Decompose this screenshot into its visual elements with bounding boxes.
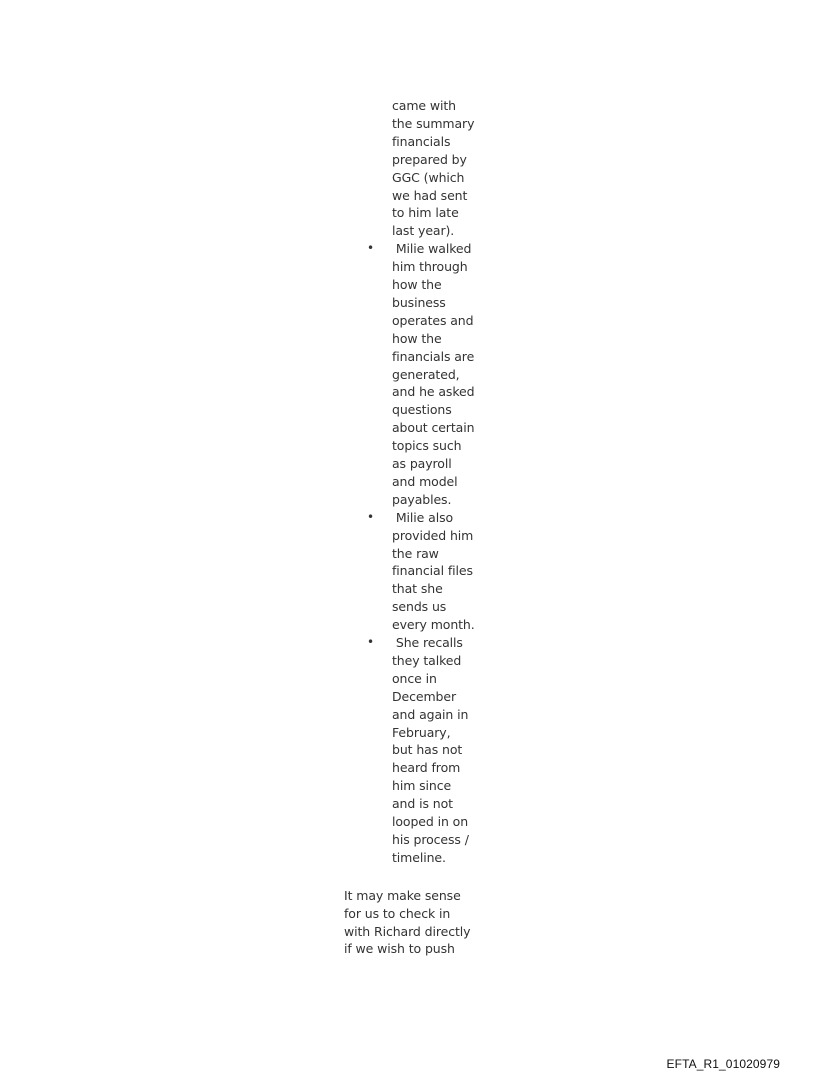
bullet-marker: • <box>367 241 375 256</box>
paragraph-line: if we wish to push <box>344 941 455 957</box>
list-item-line: but has not <box>392 742 463 758</box>
bullet-marker: • <box>367 635 375 649</box>
list-item-line: business <box>392 294 446 310</box>
list-item-line: his process / <box>392 831 469 847</box>
list-item-line: Milie walked <box>392 241 472 257</box>
list-item-line: we had sent <box>392 187 468 203</box>
list-item-line: they talked <box>392 652 462 668</box>
list-item-line: December <box>392 688 457 704</box>
list-item-line: February, <box>392 724 451 740</box>
list-item-line: once in <box>392 670 437 686</box>
list-item-line: financial files <box>392 563 473 579</box>
list-item-line: the raw <box>392 545 439 561</box>
paragraph-line: with Richard directly <box>344 923 471 939</box>
list-item-line: every month. <box>392 617 475 633</box>
list-item-line: financials <box>392 133 451 149</box>
list-item-line: timeline. <box>392 849 446 865</box>
list-item-line: provided him <box>392 527 474 543</box>
list-item-line: came with <box>392 98 456 113</box>
list-item-line: Milie also <box>392 509 454 525</box>
list-item-line: to him late <box>392 205 459 221</box>
list-item-line: how the <box>392 277 442 292</box>
list-item-line: financials are <box>392 348 475 364</box>
list-item-line: and he asked <box>392 384 475 400</box>
list-item-line: topics such <box>392 438 462 454</box>
list-item-line: about certain <box>392 420 475 436</box>
list-item-line: him through <box>392 259 468 275</box>
list-item-line: as payroll <box>392 456 452 471</box>
paragraph-line: for us to check in <box>344 905 451 921</box>
list-item-line: operates and <box>392 312 474 328</box>
list-item-line: sends us <box>392 599 447 615</box>
list-item-line: and again in <box>392 706 469 722</box>
bullet-marker: • <box>367 509 375 524</box>
list-item-line: him since <box>392 778 452 794</box>
list-item-line: looped in on <box>392 814 469 829</box>
list-item-line: the summary <box>392 115 475 131</box>
list-item-line: last year). <box>392 223 455 239</box>
document-id-footer: EFTA_R1_01020979 <box>666 1057 780 1071</box>
paragraph-line: It may make sense <box>344 887 461 903</box>
list-item-line: heard from <box>392 760 461 776</box>
list-item-line: that she <box>392 581 443 597</box>
list-item-line: and is not <box>392 796 453 812</box>
list-item-line: questions <box>392 402 452 418</box>
list-item-line: GGC (which <box>392 169 465 185</box>
list-item-line: She recalls <box>392 635 463 650</box>
list-item-line: and model <box>392 473 458 489</box>
list-item-line: prepared by <box>392 151 467 167</box>
list-item-line: generated, <box>392 366 460 382</box>
list-item-line: how the <box>392 330 442 346</box>
list-item-line: payables. <box>392 491 452 507</box>
